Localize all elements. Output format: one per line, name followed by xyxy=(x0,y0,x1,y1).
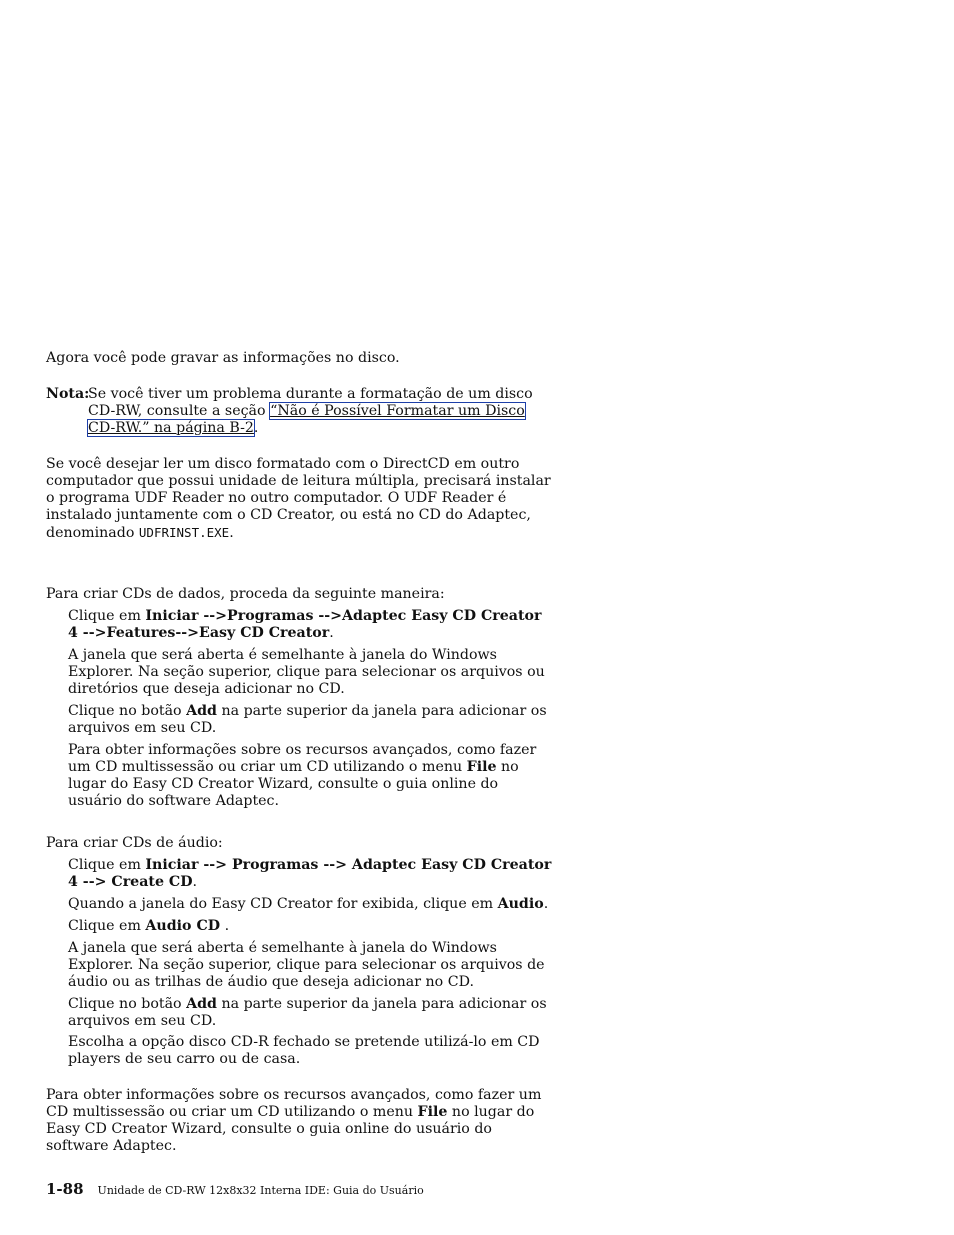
data-step-3-pre: Clique no botão xyxy=(68,703,187,719)
cross-reference-link[interactable]: “Não é Possível Formatar um Disco CD-RW.” na página B-2 xyxy=(88,403,525,436)
audio-step-2 xyxy=(68,896,556,913)
note-text xyxy=(88,386,556,437)
audio-step-2-pre: Quando a janela do Easy CD Creator for exibida, clique em xyxy=(68,896,498,912)
data-step-3-post: na parte superior da janela para adicionar os arquivos em seu CD. xyxy=(68,703,547,736)
udf-end: . xyxy=(229,525,234,541)
audio-step-3-audio-cd-label: Audio CD xyxy=(145,918,221,934)
udf-text: Se você desejar ler um disco formatado com o DirectCD em outro computador que possui unidade de leitura múltipla, precisará instalar o programa UDF Reader no outro computador. O UDF Reader é instalado juntamente com o CD Creator, ou está no CD do Adaptec, denominado xyxy=(46,456,551,541)
audio-step-2-audio-label: Audio xyxy=(497,896,544,912)
audio-step-1-menu-path: Iniciar --> Programas --> Adaptec Easy CD Creator 4 --> Create CD xyxy=(68,857,552,890)
note-text-after: . xyxy=(253,420,259,436)
audio-step-2-post: . xyxy=(543,896,549,912)
data-step-4-pre: Para obter informações sobre os recursos avançados, como fazer um CD multissessão ou criar um CD utilizando o menu xyxy=(68,742,537,775)
data-step-1-menu-path: Iniciar -->Programas -->Adaptec Easy CD Creator 4 -->Features-->Easy CD Creator xyxy=(68,608,542,641)
udf-filename: UDFRINST.EXE xyxy=(138,525,230,540)
data-step-3-add-label: Add xyxy=(186,703,217,719)
data-step-4-post: no lugar do Easy CD Creator Wizard, consulte o guia online do usuário do software Adaptec. xyxy=(68,759,519,809)
audio-step-1-pre: Clique em xyxy=(68,857,146,873)
audio-step-5 xyxy=(68,996,556,1030)
paragraph-udf-reader xyxy=(46,456,556,542)
page-footer xyxy=(46,1181,424,1199)
final-pre: Para obter informações sobre os recursos avançados, como fazer um CD multissessão ou criar um CD utilizando o menu xyxy=(46,1087,542,1120)
footer-title: Unidade de CD-RW 12x8x32 Interna IDE: Guia do Usuário xyxy=(97,1184,424,1197)
audio-step-6: Escolha a opção disco CD-R fechado se pretende utilizá-lo em CD players de seu carro ou de casa. xyxy=(68,1034,540,1067)
audio-step-3-pre: Clique em xyxy=(68,918,146,934)
audio-step-4: A janela que será aberta é semelhante à janela do Windows Explorer. Na seção superior, clique para selecionar os arquivos de áudio ou as trilhas de áudio que deseja adicionar no CD. xyxy=(68,940,545,990)
page-number: 1-88 xyxy=(46,1180,84,1198)
data-step-1-pre: Clique em xyxy=(68,608,146,624)
final-post: no lugar do Easy CD Creator Wizard, consulte o guia online do usuário do software Adaptec. xyxy=(46,1104,535,1154)
note-label: Nota: xyxy=(46,386,90,402)
note-text-before: Se você tiver um problema durante a formatação de um disco CD-RW, consulte a seção xyxy=(88,386,533,419)
data-step-2: A janela que será aberta é semelhante à janela do Windows Explorer. Na seção superior, clique para selecionar os arquivos ou diretórios que deseja adicionar no CD. xyxy=(68,647,545,697)
data-step-4-file-label: File xyxy=(466,759,497,775)
final-file-label: File xyxy=(417,1104,448,1120)
paragraph-write-ready: Agora você pode gravar as informações no disco. xyxy=(46,350,400,366)
audio-step-3-post: . xyxy=(220,918,230,934)
data-step-1-post: . xyxy=(329,625,334,641)
audio-cds-intro: Para criar CDs de áudio: xyxy=(46,835,223,851)
audio-step-1-post: . xyxy=(192,874,198,890)
data-step-4 xyxy=(68,742,556,810)
audio-step-5-add-label: Add xyxy=(186,996,217,1012)
audio-step-5-post: na parte superior da janela para adicionar os arquivos em seu CD. xyxy=(68,996,547,1029)
audio-step-1 xyxy=(68,857,556,891)
data-step-3 xyxy=(68,703,556,737)
audio-step-3 xyxy=(68,918,556,935)
data-cds-intro: Para criar CDs de dados, proceda da seguinte maneira: xyxy=(46,586,445,602)
audio-step-5-pre: Clique no botão xyxy=(68,996,187,1012)
data-step-1 xyxy=(68,608,556,642)
paragraph-advanced-features xyxy=(46,1087,556,1155)
